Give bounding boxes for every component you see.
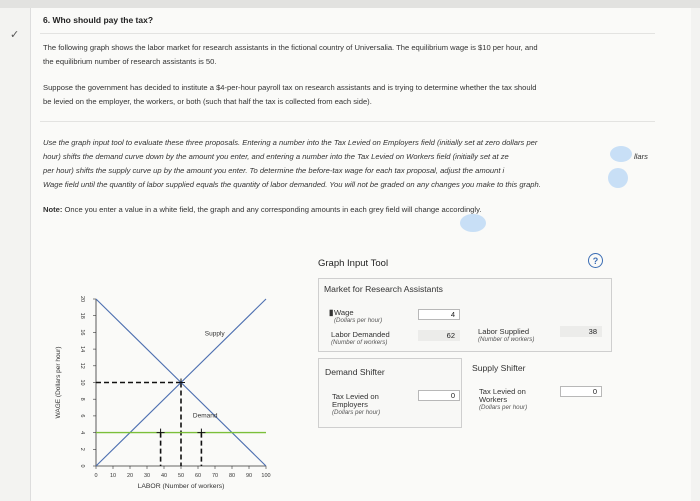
paragraph-3-line-2-tail: llars (634, 152, 648, 161)
question-title: 6. Who should pay the tax? (43, 15, 154, 25)
x-tick-label: 10 (109, 473, 117, 479)
labor-demanded-label: Labor Demanded (331, 330, 390, 339)
labor-supplied-value: 38 (560, 326, 602, 337)
wage-bullet: ▮ (329, 308, 334, 317)
labor-market-chart[interactable] (52, 288, 282, 498)
x-tick-label: 70 (211, 473, 219, 479)
x-tick-label: 20 (126, 473, 134, 479)
graph-input-tool-title: Graph Input Tool (318, 258, 389, 269)
y-tick-label: 14 (79, 346, 85, 353)
tax-workers-label: Tax Levied on (479, 387, 526, 396)
supply-label: Supply (204, 330, 225, 338)
y-tick-label: 4 (79, 431, 85, 435)
paragraph-3-line-2: hour) shifts the demand curve down by the amount you enter, and entering a number into the Tax Levied on Workers field (initially set at ze (43, 152, 509, 161)
y-axis-label: WAGE (Dollars per hour) (55, 346, 62, 419)
x-tick-label: 40 (160, 473, 168, 479)
wage-unit: (Dollars per hour) (334, 317, 383, 324)
labor-supplied-label: Labor Supplied (478, 327, 530, 336)
paragraph-2-line-2: be levied on the employer, the workers, or both (such that half the tax is collected from each side). (43, 97, 372, 106)
x-tick-label: 30 (143, 473, 151, 479)
note-label: Note: (43, 205, 63, 214)
glare-spot (610, 146, 632, 162)
wage-input[interactable]: 4 (418, 309, 460, 320)
y-tick-label: 8 (79, 397, 85, 401)
y-tick-label: 16 (79, 329, 85, 336)
labor-supplied-unit: (Number of workers) (478, 336, 535, 343)
divider (40, 33, 655, 34)
y-tick-label: 0 (79, 464, 85, 468)
note (43, 203, 643, 217)
checkmark-icon: ✓ (10, 29, 20, 41)
y-tick-label: 6 (79, 414, 86, 418)
tax-workers-input[interactable]: 0 (560, 386, 602, 397)
paragraph-3-line-3: per hour) shifts the supply curve up by the amount you enter. To determine the before-tax wage for each tax proposal, adjust the amount i (43, 166, 505, 175)
x-tick-label: 80 (228, 473, 236, 479)
glare-spot (460, 214, 486, 232)
x-tick-label: 60 (194, 473, 202, 479)
labor-demanded-unit: (Number of workers) (331, 339, 388, 346)
y-tick-label: 10 (79, 379, 85, 386)
paragraph-3-line-1: Use the graph input tool to evaluate these three proposals. Entering a number into the Tax Levied on Employers field (initially set at zero dollars per (43, 138, 538, 147)
tax-employers-label-2: Employers (332, 400, 368, 409)
divider (40, 121, 655, 122)
paragraph-3-line-4: Wage field until the quantity of labor supplied equals the quantity of labor demanded. You will not be graded on any changes you make to this graph. (43, 180, 541, 189)
y-tick-label: 18 (79, 312, 85, 319)
tax-workers-label-2: Workers (479, 395, 508, 404)
paragraph-1-line-1: The following graph shows the labor market for research assistants in the fictional country of Universalia. The equilibrium wage is $10 per hour, and (43, 43, 538, 52)
note-text: Once you enter a value in a white field, the graph and any corresponding amounts in each grey field will change accordingly. (62, 205, 482, 214)
market-title: Market for Research Assistants (324, 284, 443, 294)
paragraph-1-line-2: the equilibrium number of research assistants is 50. (43, 57, 217, 66)
x-tick-label: 0 (94, 473, 98, 479)
x-tick-label: 90 (245, 473, 253, 479)
supply-shifter-title: Supply Shifter (472, 363, 526, 373)
top-bar (0, 0, 700, 8)
y-tick-label: 12 (79, 362, 85, 369)
labor-demanded-value: 62 (418, 330, 460, 341)
x-tick-label: 50 (177, 473, 185, 479)
x-axis-label: LABOR (Number of workers) (137, 483, 225, 490)
wage-label: Wage (334, 308, 354, 317)
y-tick-label: 2 (79, 447, 85, 451)
demand-shifter-title: Demand Shifter (325, 367, 385, 377)
x-tick-label: 100 (261, 473, 271, 479)
demand-label: Demand (192, 412, 218, 420)
tax-workers-unit: (Dollars per hour) (479, 404, 528, 411)
tax-employers-unit: (Dollars per hour) (332, 409, 381, 416)
paragraph-2-line-1: Suppose the government has decided to institute a $4-per-hour payroll tax on research assistants and is trying to determine whether the tax should (43, 83, 537, 92)
help-icon[interactable]: ? (588, 253, 603, 268)
tax-employers-input[interactable]: 0 (418, 390, 460, 401)
tax-employers-label: Tax Levied on (332, 392, 379, 401)
glare-spot (608, 168, 628, 188)
y-tick-label: 20 (79, 295, 85, 303)
